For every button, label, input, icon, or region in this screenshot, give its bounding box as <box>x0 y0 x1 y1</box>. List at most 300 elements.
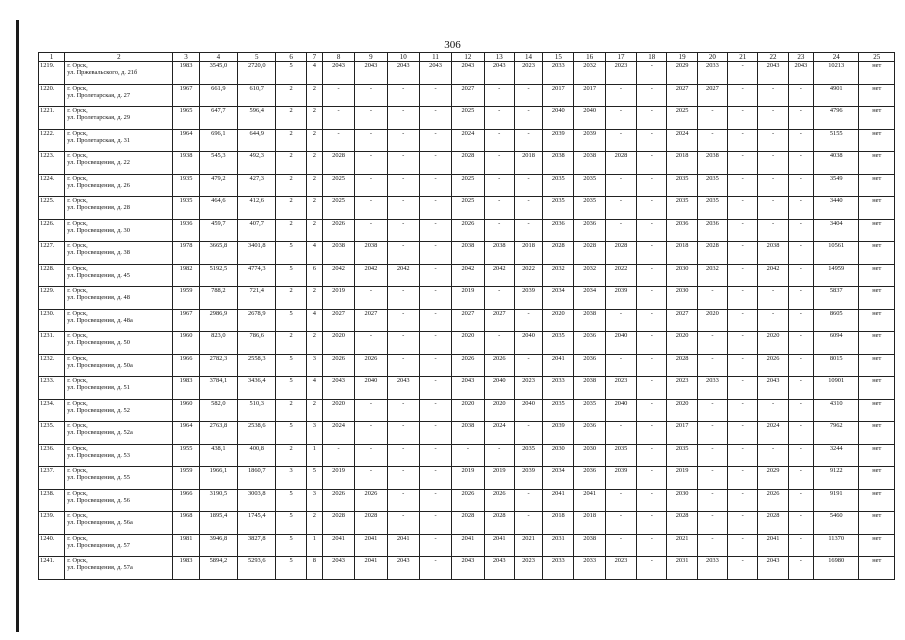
cell-col-6: 2 <box>276 219 306 242</box>
cell-col-12: - <box>452 444 484 467</box>
table-row <box>39 354 895 377</box>
address-cell <box>65 174 173 197</box>
cell-col-10: - <box>387 332 419 355</box>
cell-col-23: - <box>788 557 813 580</box>
cell-col-22: - <box>758 129 788 152</box>
cell-col-4: 5894,2 <box>199 557 237 580</box>
cell-col-24: 3549 <box>813 174 858 197</box>
cell-col-14: - <box>514 107 542 130</box>
cell-col-10: - <box>387 512 419 535</box>
cell-col-19: 2025 <box>667 107 697 130</box>
cell-col-15: 2041 <box>543 489 574 512</box>
cell-col-7: 1 <box>306 444 322 467</box>
address-street: ул. Просвещения, д. 30 <box>67 226 130 234</box>
cell-col-20: 2033 <box>697 557 727 580</box>
cell-col-23: - <box>788 444 813 467</box>
cell-col-16: 2032 <box>574 264 605 287</box>
cell-col-9: - <box>355 107 387 130</box>
cell-col-18: - <box>637 107 667 130</box>
cell-col-19: 2017 <box>667 422 697 445</box>
cell-col-6: 2 <box>276 84 306 107</box>
address-street: ул. Просвещения, д. 28 <box>67 204 130 211</box>
cell-col-21: - <box>728 107 758 130</box>
row-number: 1235. <box>39 422 65 445</box>
cell-col-11: - <box>419 534 451 557</box>
cell-col-10: - <box>387 489 419 512</box>
cell-col-3: 1960 <box>173 332 199 355</box>
column-number-header-row <box>39 53 895 62</box>
cell-col-24: 4796 <box>813 107 858 130</box>
cell-col-24: 11370 <box>813 534 858 557</box>
cell-col-23: - <box>788 107 813 130</box>
cell-col-9: - <box>355 399 387 422</box>
address-street: ул. Просвещения, д. 56а <box>67 519 133 526</box>
cell-col-6: 5 <box>276 422 306 445</box>
cell-col-7: 2 <box>306 399 322 422</box>
cell-col-17: - <box>605 107 636 130</box>
address-street: ул. Просвещения, д. 53 <box>67 451 130 459</box>
cell-col-18: - <box>637 354 667 377</box>
address-city: г. Орск, <box>67 264 88 272</box>
cell-col-6: 2 <box>276 444 306 467</box>
cell-col-12: 2026 <box>452 219 484 242</box>
cell-col-22: - <box>758 399 788 422</box>
cell-col-3: 1935 <box>173 197 199 220</box>
cell-col-5: 786,6 <box>238 332 276 355</box>
address-cell <box>65 512 173 535</box>
cell-col-17: - <box>605 534 636 557</box>
cell-col-3: 1938 <box>173 152 199 175</box>
cell-col-14: 2039 <box>514 287 542 310</box>
cell-col-18: - <box>637 264 667 287</box>
cell-col-6: 5 <box>276 489 306 512</box>
table-row <box>39 557 895 580</box>
cell-col-18: - <box>637 84 667 107</box>
cell-col-20: - <box>697 129 727 152</box>
cell-col-20: - <box>697 287 727 310</box>
cell-col-24: 3404 <box>813 219 858 242</box>
cell-col-16: 2036 <box>574 422 605 445</box>
cell-col-23: - <box>788 197 813 220</box>
cell-col-19: 2023 <box>667 377 697 400</box>
cell-col-17: - <box>605 84 636 107</box>
cell-col-21: - <box>728 152 758 175</box>
cell-col-13: 2041 <box>484 534 514 557</box>
address-city: г. Орск, <box>67 557 88 564</box>
cell-col-7: 2 <box>306 152 322 175</box>
cell-col-3: 1964 <box>173 129 199 152</box>
cell-col-15: 2030 <box>543 444 574 467</box>
cell-col-23: - <box>788 489 813 512</box>
cell-col-22: 2038 <box>758 242 788 265</box>
housing-register-table <box>38 52 895 580</box>
cell-col-5: 721,4 <box>238 287 276 310</box>
cell-col-24: 14959 <box>813 264 858 287</box>
row-number: 1236. <box>39 444 65 467</box>
cell-col-14: 2023 <box>514 62 542 85</box>
address-cell <box>65 84 173 107</box>
cell-col-16: 2036 <box>574 354 605 377</box>
address-city: г. Орск, <box>67 309 88 317</box>
cell-col-8: 2024 <box>322 422 354 445</box>
cell-col-10: - <box>387 354 419 377</box>
cell-col-14: 2018 <box>514 152 542 175</box>
cell-col-3: 1965 <box>173 107 199 130</box>
cell-col-16: 2041 <box>574 489 605 512</box>
column-header-24: 24 <box>813 53 858 62</box>
row-number: 1238. <box>39 489 65 512</box>
cell-col-25: нет <box>859 332 895 355</box>
cell-col-10: - <box>387 129 419 152</box>
cell-col-15: 2039 <box>543 422 574 445</box>
table-row <box>39 399 895 422</box>
cell-col-20: 2033 <box>697 377 727 400</box>
cell-col-6: 2 <box>276 174 306 197</box>
row-number: 1231. <box>39 332 65 355</box>
cell-col-5: 407,7 <box>238 219 276 242</box>
cell-col-16: 2038 <box>574 377 605 400</box>
address-street: ул. Просвещения, д. 57 <box>67 541 130 549</box>
cell-col-3: 1983 <box>173 62 199 85</box>
cell-col-25: нет <box>859 489 895 512</box>
cell-col-14: - <box>514 512 542 535</box>
cell-col-8: 2028 <box>322 152 354 175</box>
cell-col-8: 2027 <box>322 309 354 332</box>
cell-col-25: нет <box>859 467 895 490</box>
cell-col-14: - <box>514 309 542 332</box>
column-header-22: 22 <box>758 53 788 62</box>
cell-col-10: - <box>387 309 419 332</box>
cell-col-8: 2019 <box>322 287 354 310</box>
cell-col-16: 2036 <box>574 467 605 490</box>
column-header-18: 18 <box>637 53 667 62</box>
cell-col-8: 2020 <box>322 399 354 422</box>
cell-col-8: 2025 <box>322 174 354 197</box>
row-number: 1224. <box>39 174 65 197</box>
cell-col-5: 2538,6 <box>238 422 276 445</box>
cell-col-23: - <box>788 377 813 400</box>
cell-col-7: 2 <box>306 129 322 152</box>
cell-col-20: 2027 <box>697 84 727 107</box>
address-cell <box>65 197 173 220</box>
cell-col-14: - <box>514 354 542 377</box>
cell-col-9: 2042 <box>355 264 387 287</box>
cell-col-20: - <box>697 467 727 490</box>
cell-col-7: 2 <box>306 174 322 197</box>
cell-col-8: - <box>322 444 354 467</box>
cell-col-15: 2031 <box>543 534 574 557</box>
cell-col-25: нет <box>859 174 895 197</box>
cell-col-25: нет <box>859 107 895 130</box>
cell-col-9: - <box>355 84 387 107</box>
cell-col-11: - <box>419 129 451 152</box>
cell-col-12: 2027 <box>452 309 484 332</box>
cell-col-11: - <box>419 242 451 265</box>
address-cell <box>65 354 173 377</box>
cell-col-21: - <box>728 467 758 490</box>
cell-col-19: 2035 <box>667 197 697 220</box>
column-header-11: 11 <box>419 53 451 62</box>
cell-col-5: 510,3 <box>238 399 276 422</box>
cell-col-10: - <box>387 399 419 422</box>
column-header-1: 1 <box>39 53 65 62</box>
cell-col-20: 2028 <box>697 242 727 265</box>
cell-col-4: 459,7 <box>199 219 237 242</box>
cell-col-25: нет <box>859 197 895 220</box>
address-street: ул. Просвещения, д. 51 <box>67 384 130 391</box>
address-street: ул. Просвещения, д. 48а <box>67 316 133 324</box>
cell-col-5: 4774,3 <box>238 264 276 287</box>
cell-col-6: 5 <box>276 534 306 557</box>
cell-col-17: 2028 <box>605 242 636 265</box>
cell-col-12: 2026 <box>452 354 484 377</box>
cell-col-11: - <box>419 84 451 107</box>
cell-col-20: 2032 <box>697 264 727 287</box>
table-row <box>39 444 895 467</box>
cell-col-17: - <box>605 129 636 152</box>
cell-col-14: 2022 <box>514 264 542 287</box>
cell-col-4: 3784,1 <box>199 377 237 400</box>
cell-col-25: нет <box>859 129 895 152</box>
cell-col-21: - <box>728 534 758 557</box>
address-city: г. Орск, <box>67 84 88 92</box>
cell-col-23: - <box>788 309 813 332</box>
column-header-6: 6 <box>276 53 306 62</box>
cell-col-3: 1967 <box>173 84 199 107</box>
cell-col-15: 2036 <box>543 219 574 242</box>
address-city: г. Орск, <box>67 489 88 497</box>
cell-col-23: - <box>788 422 813 445</box>
cell-col-9: - <box>355 152 387 175</box>
table-row <box>39 489 895 512</box>
cell-col-5: 3436,4 <box>238 377 276 400</box>
cell-col-5: 2678,9 <box>238 309 276 332</box>
column-header-9: 9 <box>355 53 387 62</box>
cell-col-8: - <box>322 107 354 130</box>
table-row <box>39 309 895 332</box>
cell-col-7: 2 <box>306 84 322 107</box>
cell-col-14: - <box>514 219 542 242</box>
cell-col-15: 2033 <box>543 377 574 400</box>
cell-col-5: 610,7 <box>238 84 276 107</box>
cell-col-9: 2026 <box>355 354 387 377</box>
column-header-20: 20 <box>697 53 727 62</box>
cell-col-4: 545,3 <box>199 152 237 175</box>
cell-col-15: 2038 <box>543 152 574 175</box>
cell-col-23: - <box>788 467 813 490</box>
cell-col-22: - <box>758 84 788 107</box>
column-header-5: 5 <box>238 53 276 62</box>
cell-col-18: - <box>637 62 667 85</box>
address-city: г. Орск, <box>67 377 88 384</box>
cell-col-22: - <box>758 287 788 310</box>
cell-col-20: - <box>697 354 727 377</box>
cell-col-21: - <box>728 219 758 242</box>
cell-col-4: 582,0 <box>199 399 237 422</box>
cell-col-6: 5 <box>276 557 306 580</box>
cell-col-6: 2 <box>276 152 306 175</box>
cell-col-7: 2 <box>306 332 322 355</box>
cell-col-19: 2020 <box>667 332 697 355</box>
address-city: г. Орск, <box>67 107 88 114</box>
cell-col-11: - <box>419 107 451 130</box>
cell-col-19: 2028 <box>667 354 697 377</box>
cell-col-23: - <box>788 332 813 355</box>
cell-col-24: 8015 <box>813 354 858 377</box>
cell-col-24: 5155 <box>813 129 858 152</box>
cell-col-22: - <box>758 107 788 130</box>
cell-col-18: - <box>637 219 667 242</box>
address-street: ул. Пролетарская, д. 29 <box>67 114 131 121</box>
cell-col-13: - <box>484 174 514 197</box>
cell-col-21: - <box>728 399 758 422</box>
table-row <box>39 197 895 220</box>
cell-col-16: 2028 <box>574 242 605 265</box>
address-city: г. Орск, <box>67 287 88 294</box>
cell-col-19: 2024 <box>667 129 697 152</box>
address-street: ул. Просвещения, д. 52 <box>67 406 130 414</box>
cell-col-12: 2026 <box>452 489 484 512</box>
cell-col-13: 2020 <box>484 399 514 422</box>
cell-col-21: - <box>728 62 758 85</box>
cell-col-23: - <box>788 84 813 107</box>
cell-col-17: - <box>605 174 636 197</box>
cell-col-3: 1966 <box>173 489 199 512</box>
cell-col-3: 1936 <box>173 219 199 242</box>
address-city: г. Орск, <box>67 152 88 159</box>
cell-col-10: - <box>387 219 419 242</box>
address-cell <box>65 129 173 152</box>
column-header-14: 14 <box>514 53 542 62</box>
cell-col-18: - <box>637 534 667 557</box>
cell-col-21: - <box>728 264 758 287</box>
cell-col-8: 2020 <box>322 332 354 355</box>
address-city: г. Орск, <box>67 512 88 519</box>
address-street: ул. Просвещения, д. 45 <box>67 271 130 279</box>
cell-col-15: 2018 <box>543 512 574 535</box>
address-city: г. Орск, <box>67 332 88 339</box>
cell-col-13: - <box>484 444 514 467</box>
cell-col-24: 10901 <box>813 377 858 400</box>
cell-col-5: 3401,8 <box>238 242 276 265</box>
cell-col-24: 4901 <box>813 84 858 107</box>
column-header-10: 10 <box>387 53 419 62</box>
cell-col-13: - <box>484 197 514 220</box>
cell-col-10: - <box>387 152 419 175</box>
cell-col-18: - <box>637 444 667 467</box>
cell-col-21: - <box>728 242 758 265</box>
cell-col-25: нет <box>859 512 895 535</box>
cell-col-4: 647,7 <box>199 107 237 130</box>
cell-col-4: 696,1 <box>199 129 237 152</box>
row-number: 1226. <box>39 219 65 242</box>
cell-col-7: 4 <box>306 62 322 85</box>
cell-col-3: 1983 <box>173 377 199 400</box>
address-street: ул. Пржевальского, д. 21б <box>67 69 138 76</box>
address-street: ул. Просвещения, д. 52а <box>67 429 133 436</box>
cell-col-12: 2028 <box>452 512 484 535</box>
column-header-4: 4 <box>199 53 237 62</box>
cell-col-14: - <box>514 489 542 512</box>
cell-col-6: 5 <box>276 309 306 332</box>
cell-col-20: - <box>697 422 727 445</box>
cell-col-10: - <box>387 174 419 197</box>
cell-col-9: - <box>355 219 387 242</box>
cell-col-19: 2035 <box>667 444 697 467</box>
cell-col-20: 2035 <box>697 174 727 197</box>
cell-col-16: 2035 <box>574 399 605 422</box>
cell-col-17: 2039 <box>605 467 636 490</box>
cell-col-17: 2040 <box>605 332 636 355</box>
cell-col-9: 2026 <box>355 489 387 512</box>
cell-col-16: 2018 <box>574 512 605 535</box>
cell-col-12: 2019 <box>452 287 484 310</box>
cell-col-13: - <box>484 219 514 242</box>
cell-col-18: - <box>637 129 667 152</box>
address-cell <box>65 242 173 265</box>
address-street: ул. Просвещения, д. 57а <box>67 564 133 571</box>
cell-col-18: - <box>637 377 667 400</box>
cell-col-14: - <box>514 84 542 107</box>
cell-col-10: - <box>387 287 419 310</box>
cell-col-21: - <box>728 557 758 580</box>
cell-col-9: - <box>355 467 387 490</box>
cell-col-14: - <box>514 422 542 445</box>
cell-col-24: 3244 <box>813 444 858 467</box>
cell-col-19: 2036 <box>667 219 697 242</box>
cell-col-10: 2043 <box>387 377 419 400</box>
column-header-15: 15 <box>543 53 574 62</box>
cell-col-17: - <box>605 197 636 220</box>
cell-col-19: 2028 <box>667 512 697 535</box>
cell-col-4: 2763,8 <box>199 422 237 445</box>
cell-col-4: 823,0 <box>199 332 237 355</box>
cell-col-22: 2041 <box>758 534 788 557</box>
cell-col-3: 1983 <box>173 557 199 580</box>
cell-col-16: 2030 <box>574 444 605 467</box>
cell-col-6: 5 <box>276 377 306 400</box>
cell-col-4: 661,9 <box>199 84 237 107</box>
cell-col-15: 2028 <box>543 242 574 265</box>
address-cell <box>65 332 173 355</box>
cell-col-23: - <box>788 534 813 557</box>
cell-col-24: 10213 <box>813 62 858 85</box>
table-row <box>39 152 895 175</box>
cell-col-7: 6 <box>306 264 322 287</box>
cell-col-3: 1981 <box>173 534 199 557</box>
cell-col-19: 2029 <box>667 62 697 85</box>
table-row <box>39 422 895 445</box>
cell-col-7: 2 <box>306 512 322 535</box>
cell-col-12: 2042 <box>452 264 484 287</box>
cell-col-24: 4310 <box>813 399 858 422</box>
cell-col-5: 1860,7 <box>238 467 276 490</box>
row-number: 1239. <box>39 512 65 535</box>
cell-col-11: 2043 <box>419 62 451 85</box>
cell-col-8: - <box>322 129 354 152</box>
address-cell <box>65 107 173 130</box>
column-header-21: 21 <box>728 53 758 62</box>
cell-col-24: 10561 <box>813 242 858 265</box>
cell-col-4: 2782,3 <box>199 354 237 377</box>
cell-col-12: 2027 <box>452 84 484 107</box>
column-header-2: 2 <box>65 53 173 62</box>
address-cell <box>65 152 173 175</box>
address-cell <box>65 467 173 490</box>
cell-col-10: - <box>387 422 419 445</box>
cell-col-17: - <box>605 512 636 535</box>
cell-col-7: 3 <box>306 422 322 445</box>
